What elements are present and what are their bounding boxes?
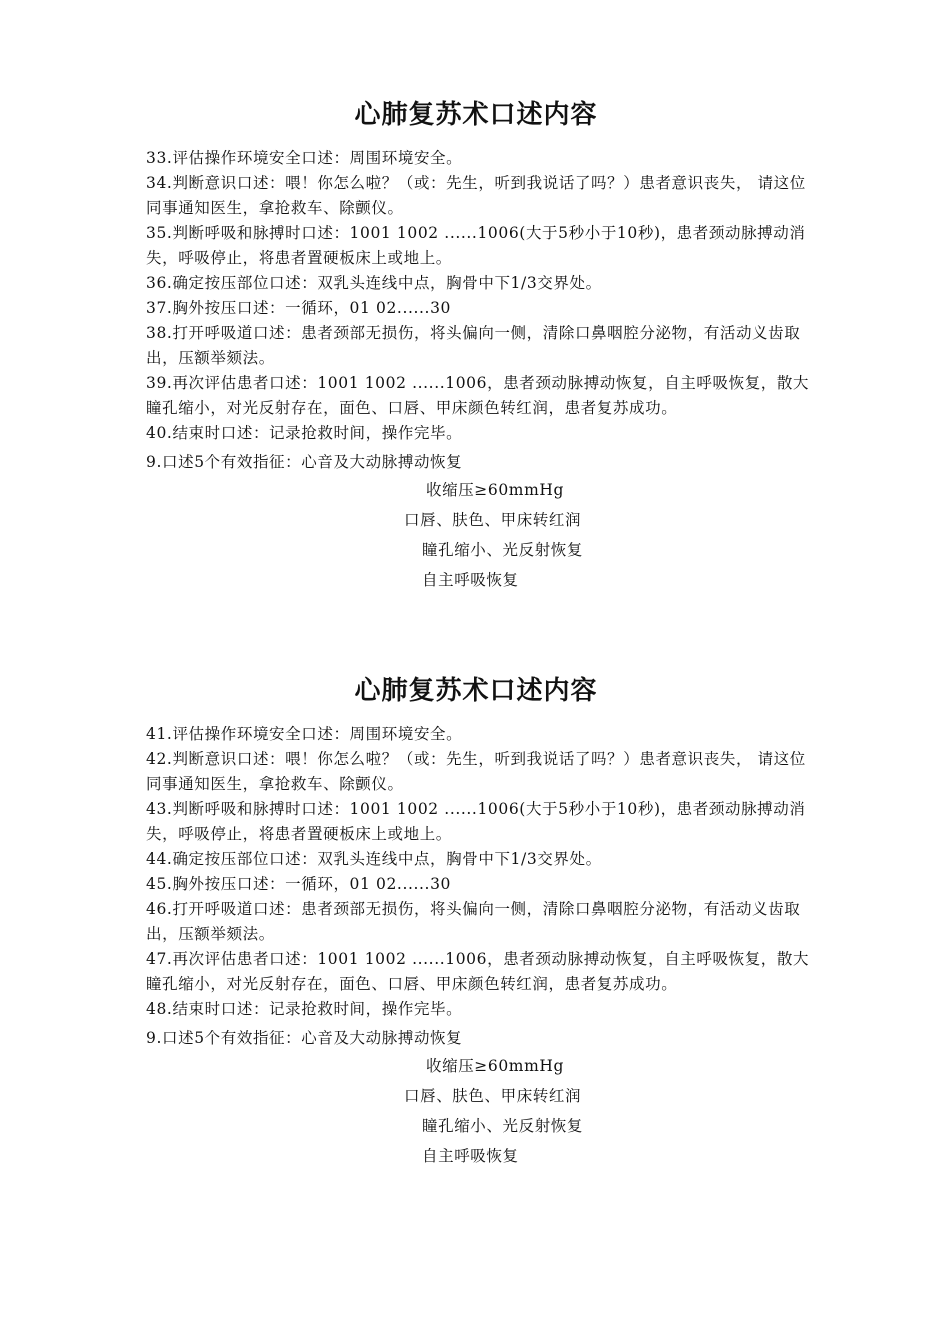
list-item: 43.判断呼吸和脉搏时口述：1001 1002 ......1006(大于5秒小于10秒)，患者颈动脉搏动消失，呼吸停止，将患者置硬板床上或地上。 — [146, 800, 806, 843]
list-item: 37.胸外按压口述：一循环，01 02......30 — [146, 299, 452, 317]
list-item: 40.结束时口述：记录抢救时间，操作完毕。 — [146, 424, 463, 442]
list-item: 42.判断意识口述：喂！你怎么啦？（或：先生，听到我说话了吗？）患者意识丧失， 请这位同事通知医生，拿抢救车、除颤仪。 — [146, 750, 806, 793]
list-item: 44.确定按压部位口述：双乳头连线中点，胸骨中下1/3交界处。 — [146, 850, 602, 868]
summary-lead: 9.口述5个有效指征：心音及大动脉搏动恢复 — [146, 1029, 463, 1047]
sign-line — [146, 1141, 816, 1171]
list-item: 33.评估操作环境安全口述：周围环境安全。 — [146, 149, 463, 167]
sign-line — [146, 505, 816, 535]
list-item: 48.结束时口述：记录抢救时间，操作完毕。 — [146, 1000, 463, 1018]
sign-line — [146, 565, 816, 595]
list-item: 38.打开呼吸道口述：患者颈部无损伤，将头偏向一侧，清除口鼻咽腔分泌物，有活动义齿取出，压额举颏法。 — [146, 324, 801, 367]
list-item: 34.判断意识口述：喂！你怎么啦？（或：先生，听到我说话了吗？）患者意识丧失， 请这位同事通知医生，拿抢救车、除颤仪。 — [146, 174, 806, 217]
summary-lead: 9.口述5个有效指征：心音及大动脉搏动恢复 — [146, 453, 463, 471]
sign-text: 收缩压≥60mmHg — [426, 481, 565, 499]
list-item: 35.判断呼吸和脉搏时口述：1001 1002 ......1006(大于5秒小于10秒)，患者颈动脉搏动消失，呼吸停止，将患者置硬板床上或地上。 — [146, 224, 806, 267]
sign-line — [146, 535, 816, 565]
sign-line — [146, 1051, 816, 1081]
section-title: 心肺复苏术口述内容 — [354, 100, 598, 130]
sign-text: 口唇、肤色、甲床转红润 — [404, 511, 582, 529]
list-item: 46.打开呼吸道口述：患者颈部无损伤，将头偏向一侧，清除口鼻咽腔分泌物，有活动义齿取出，压额举颏法。 — [146, 900, 801, 943]
sign-text: 自主呼吸恢复 — [422, 571, 519, 589]
cpr-section-2 — [146, 672, 816, 1171]
section-title: 心肺复苏术口述内容 — [354, 676, 598, 706]
sign-text: 自主呼吸恢复 — [422, 1147, 519, 1165]
sign-text: 瞳孔缩小、光反射恢复 — [422, 1117, 584, 1135]
sign-text: 收缩压≥60mmHg — [426, 1057, 565, 1075]
sign-text: 瞳孔缩小、光反射恢复 — [422, 541, 584, 559]
list-item: 41.评估操作环境安全口述：周围环境安全。 — [146, 725, 463, 743]
list-item: 47.再次评估患者口述：1001 1002 ......1006，患者颈动脉搏动恢复，自主呼吸恢复，散大瞳孔缩小，对光反射存在，面色、口唇、甲床颜色转红润，患者复苏成功。 — [146, 950, 810, 993]
sign-line — [146, 1081, 816, 1111]
sign-line — [146, 1111, 816, 1141]
list-item: 36.确定按压部位口述：双乳头连线中点，胸骨中下1/3交界处。 — [146, 274, 602, 292]
list-item: 45.胸外按压口述：一循环，01 02......30 — [146, 875, 452, 893]
sign-text: 口唇、肤色、甲床转红润 — [404, 1087, 582, 1105]
cpr-section-1 — [146, 96, 816, 595]
sign-line — [146, 475, 816, 505]
list-item: 39.再次评估患者口述：1001 1002 ......1006，患者颈动脉搏动恢复，自主呼吸恢复，散大瞳孔缩小，对光反射存在，面色、口唇、甲床颜色转红润，患者复苏成功。 — [146, 374, 810, 417]
